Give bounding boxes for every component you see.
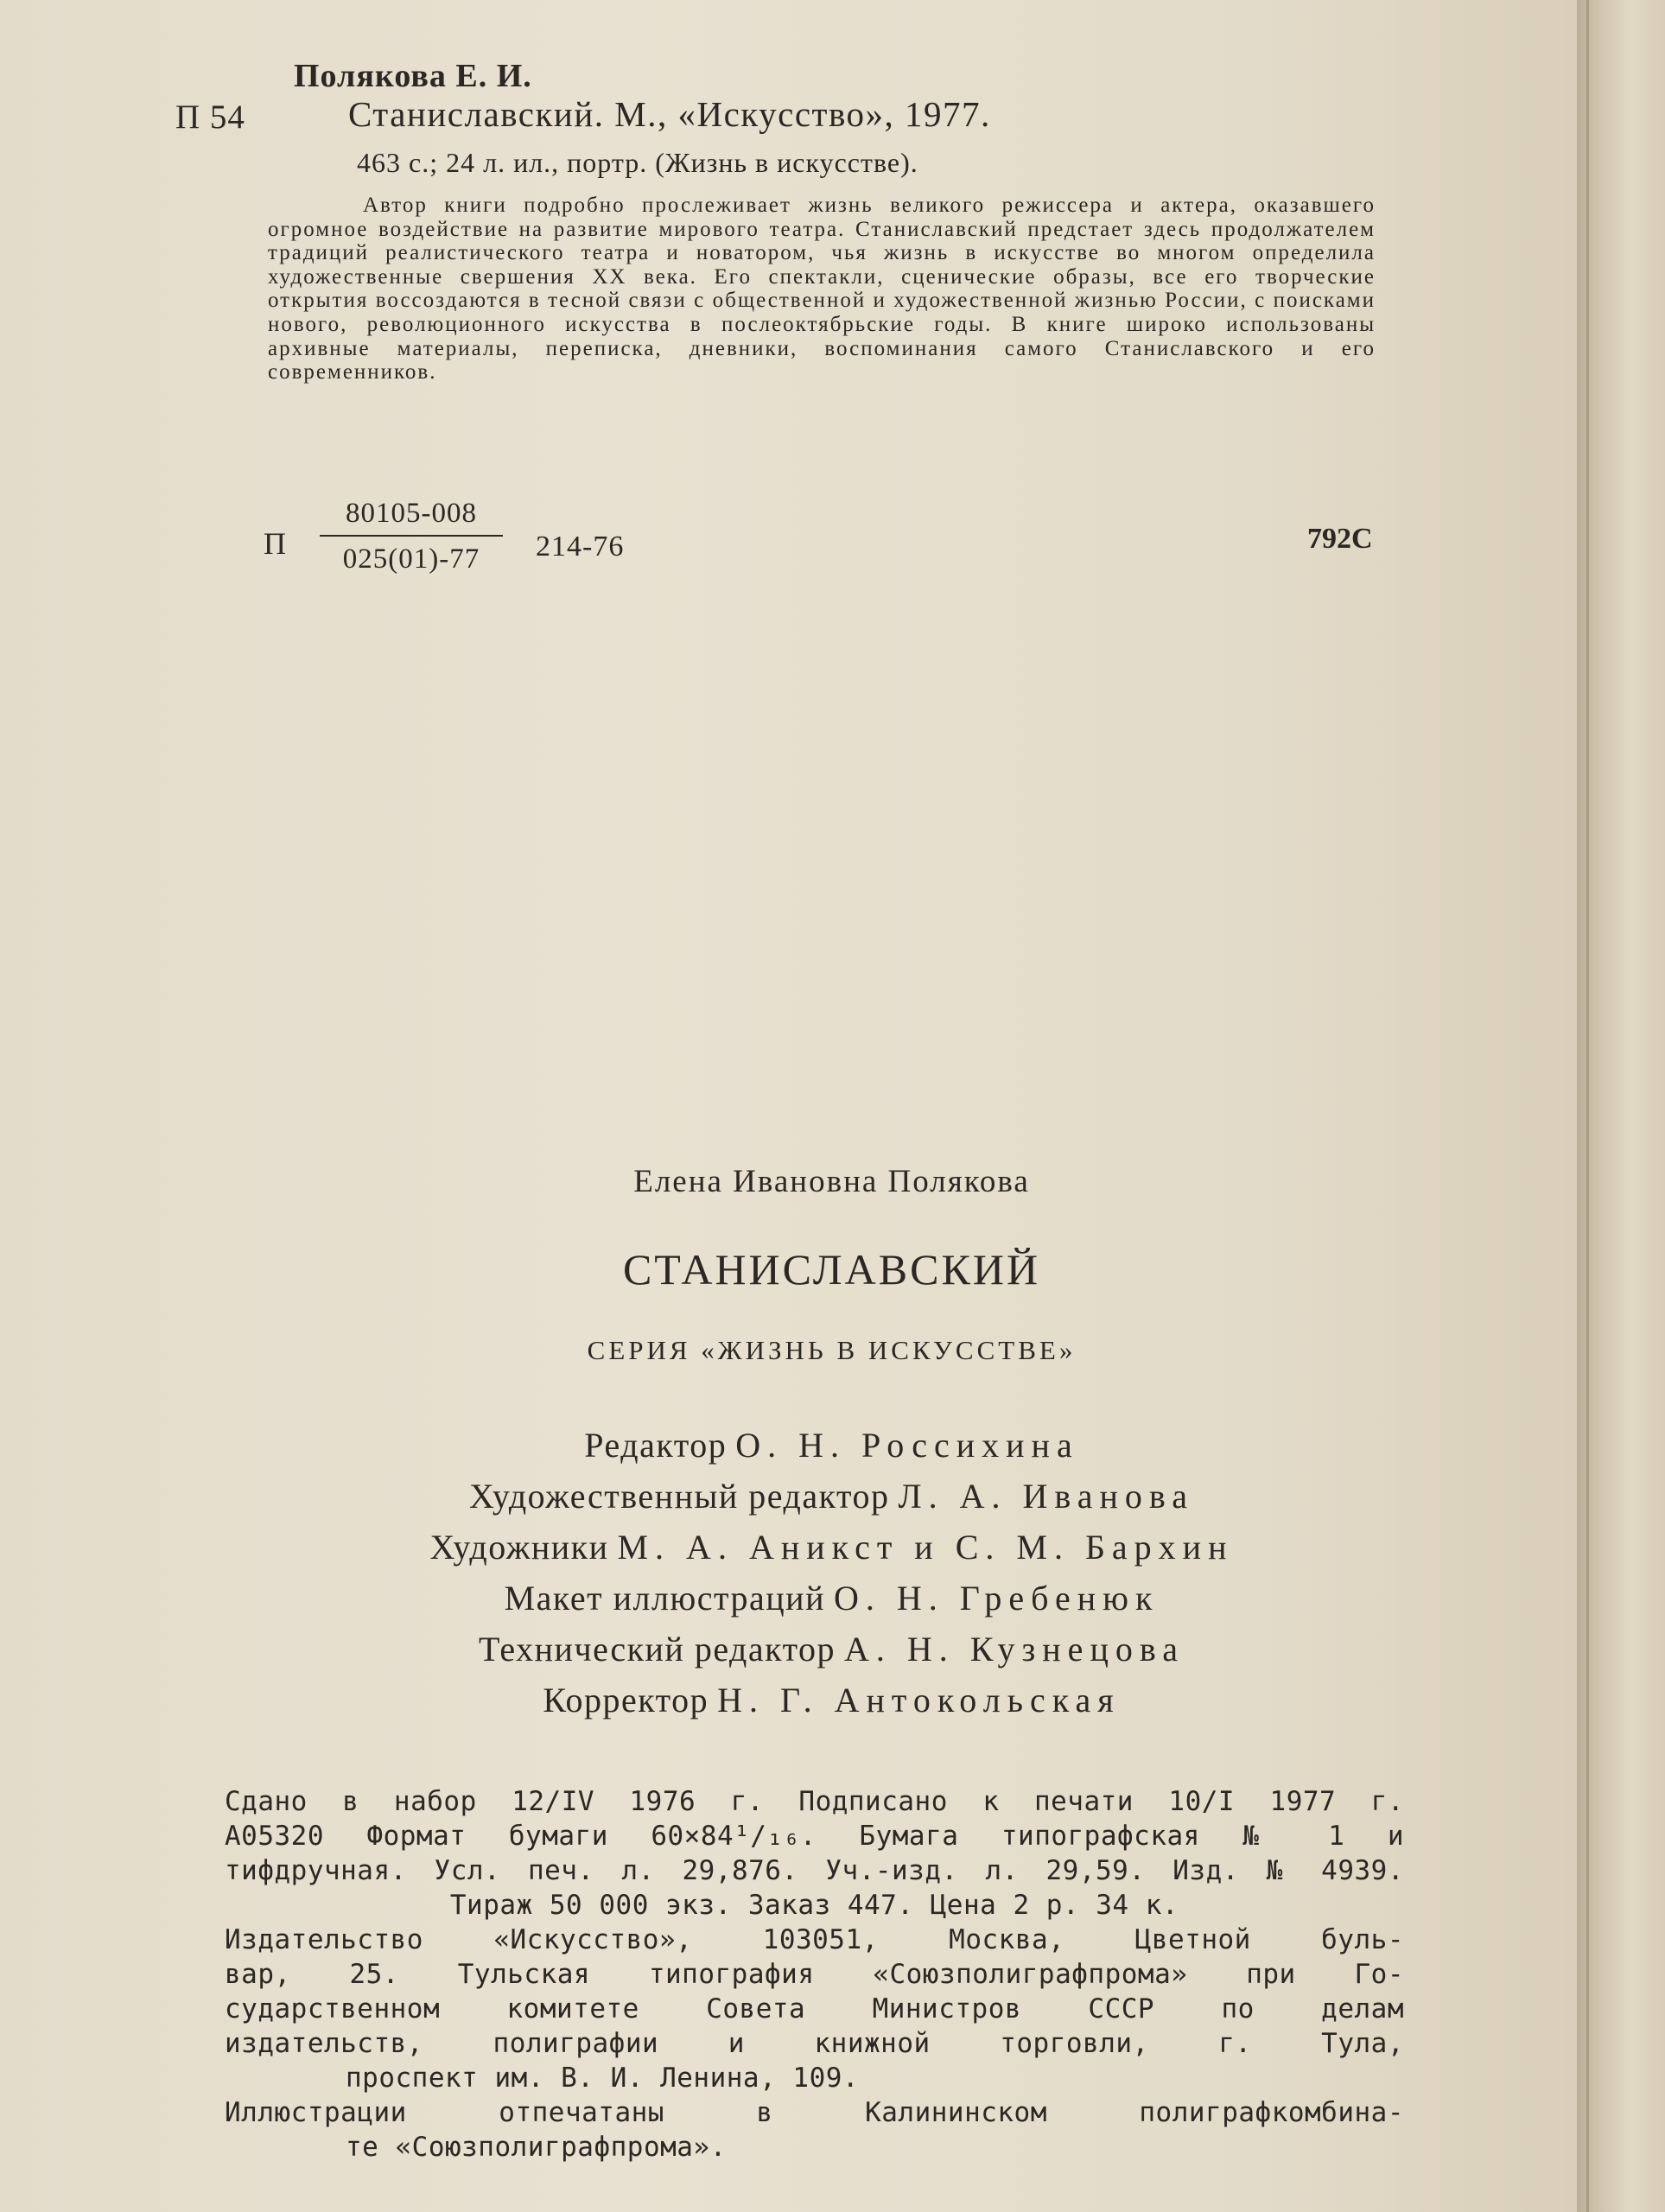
fraction-bar: [320, 535, 503, 537]
card-fraction: [320, 498, 503, 575]
imprint-line: вар, 25. Тульская типография «Союзполиграфпрома» при Го-: [225, 1959, 1404, 1990]
credits-list: [0, 1420, 1577, 1726]
card-pages-line: 463 с.; 24 л. ил., портр. (Жизнь в искусстве).: [357, 147, 918, 178]
colophon-book-title: СТАНИСЛАВСКИЙ: [622, 1245, 1041, 1294]
credit-role: Художественный редактор: [468, 1477, 890, 1516]
credit-role: Корректор: [543, 1681, 709, 1719]
credit-name: О. Н. Россихина: [735, 1426, 1079, 1465]
imprint-line: те «Союзполиграфпрома».: [346, 2132, 727, 2163]
card-index-code: П 54: [175, 99, 245, 136]
credit-line: [0, 1675, 1577, 1726]
next-page-edge: [1577, 0, 1665, 2212]
card-author: Полякова Е. И.: [294, 58, 532, 94]
credit-role: Редактор: [584, 1426, 728, 1465]
credit-name: Л. А. Иванова: [898, 1477, 1195, 1516]
card-code-792: 792С: [1307, 523, 1373, 555]
imprint-line: проспект им. В. И. Ленина, 109.: [346, 2063, 860, 2094]
credit-line: [0, 1420, 1577, 1471]
imprint-line: тифдручная. Усл. печ. л. 29,876. Уч.-изд. л. 29,59. Изд. № 4939.: [225, 1855, 1404, 1886]
credit-name: О. Н. Гребенюк: [833, 1579, 1160, 1618]
credit-role: Художники: [429, 1528, 609, 1567]
imprint-line: А05320 Формат бумаги 60×84¹/₁₆. Бумага типографская № 1 и: [225, 1821, 1404, 1852]
credit-role: Макет иллюстраций: [504, 1579, 825, 1618]
colophon-series: СЕРИЯ «ЖИЗНЬ В ИСКУССТВЕ»: [587, 1335, 1077, 1365]
imprint-line: Издательство «Искусство», 103051, Москва, Цветной буль-: [225, 1924, 1404, 1955]
credit-name: А. Н. Кузнецова: [844, 1630, 1185, 1669]
credit-name: Н. Г. Антокольская: [717, 1681, 1121, 1719]
imprint-line: Тираж 50 000 экз. Заказ 447. Цена 2 р. 34 к.: [449, 1890, 1179, 1921]
imprint-line: Сдано в набор 12/IV 1976 г. Подписано к печати 10/I 1977 г.: [225, 1786, 1404, 1817]
credit-line: [0, 1573, 1577, 1624]
credit-line: [0, 1522, 1577, 1573]
card-p-letter: П: [264, 526, 286, 561]
credit-line: [0, 1471, 1577, 1522]
credit-role: Технический редактор: [479, 1630, 836, 1669]
imprint-block: [225, 1784, 1404, 2164]
imprint-line: сударственном комитете Совета Министров СССР по делам: [225, 1993, 1404, 2024]
fraction-denominator: 025(01)-77: [342, 543, 480, 575]
card-code-214: 214-76: [536, 531, 625, 563]
card-annotation: Автор книги подробно прослеживает жизнь великого режиссера и актера, оказавшего огромное воздействие на развитие мирового театра. Станиславский предстает здесь продолжателем традиций реалистического театра и новатором, чья жизнь в искусстве во многом определила художественные свершения XX века. Его спектакли, сценические образы, все его творческие открытия воссоздаются в тесной связи с общественной и художественной жизнью России, с поисками нового, революционного искусства в послеоктябрьские годы. В книге широко использованы архивные материалы, переписка, дневники, воспоминания самого Станиславского и его современников.: [268, 194, 1376, 385]
imprint-line: издательств, полиграфии и книжной торговли, г. Тула,: [225, 2028, 1404, 2059]
credit-name: М. А. Аникст и С. М. Бархин: [617, 1528, 1234, 1567]
card-title-line: Станиславский. М., «Искусство», 1977.: [348, 94, 991, 134]
fraction-numerator: 80105-008: [346, 498, 477, 529]
page-edge-shadow: [1586, 0, 1589, 2212]
credit-line: [0, 1624, 1577, 1675]
colophon-author: Елена Ивановна Полякова: [633, 1164, 1030, 1199]
imprint-line: Иллюстрации отпечатаны в Калининском полиграфкомбина-: [225, 2097, 1404, 2128]
